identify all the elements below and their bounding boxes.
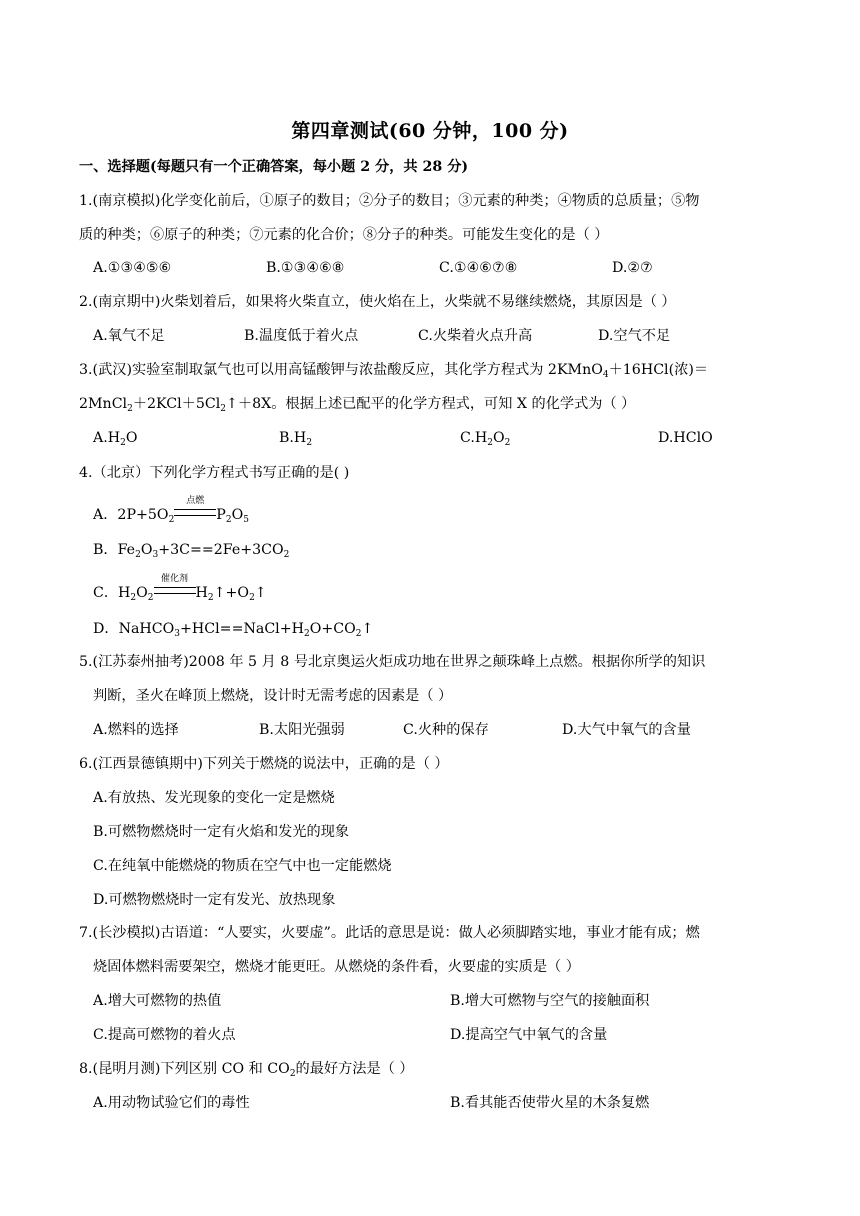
question-5-option-b: B.太阳光强弱 bbox=[259, 722, 345, 738]
question-8-text-a: 8.(昆明月测)下列区别 CO 和 CO bbox=[79, 1061, 290, 1077]
question-6-option-b: B.可燃物燃烧时一定有火焰和发光的现象 bbox=[93, 824, 350, 840]
question-5-line-2: 判断，圣火在峰顶上燃烧，设计时无需考虑的因素是（ ） bbox=[93, 688, 453, 704]
formula-part: +3C==2Fe+3CO bbox=[158, 542, 284, 558]
subscript: 5 bbox=[243, 515, 249, 525]
question-8-option-b: B.看其能否使带火星的木条复燃 bbox=[450, 1095, 650, 1111]
option-tail: O bbox=[125, 430, 138, 446]
question-6-option-a: A.有放热、发光现象的变化一定是燃烧 bbox=[93, 790, 335, 806]
option-label: A.H bbox=[93, 430, 121, 446]
subscript: 2 bbox=[130, 593, 137, 603]
question-4-option-b bbox=[93, 540, 289, 560]
question-6-line-1: 6.(江西景德镇期中)下列关于燃烧的说法中，正确的是（ ） bbox=[79, 756, 449, 772]
formula-part: ↑ bbox=[254, 585, 267, 601]
option-label: B.H bbox=[279, 430, 307, 446]
condition-text: 催化剂 bbox=[161, 574, 189, 584]
reaction-condition bbox=[154, 574, 196, 603]
question-4-option-d bbox=[93, 619, 373, 639]
option-label: C.H bbox=[460, 430, 488, 446]
subscript: 2 bbox=[487, 438, 493, 448]
page-title: 第四章测试(60 分钟，100 分) bbox=[291, 120, 569, 142]
option-label: C．H bbox=[93, 585, 131, 601]
subscript: 2 bbox=[135, 550, 141, 560]
question-7-line-1: 7.(长沙模拟)古语道：“人要实，火要虚”。此话的意思是说：做人必须脚踏实地，事业才能有成；燃 bbox=[79, 925, 700, 941]
reaction-condition bbox=[174, 496, 216, 525]
subscript: 2 bbox=[249, 593, 255, 603]
option-label: A．2P+5O bbox=[93, 507, 169, 523]
subscript: 2 bbox=[289, 1069, 296, 1079]
question-3-text-b: ＋16HCl(浓)＝ bbox=[608, 362, 709, 378]
question-2-option-c: C.火柴着火点升高 bbox=[418, 328, 533, 344]
question-6-option-d: D.可燃物燃烧时一定有发光、放热现象 bbox=[93, 892, 336, 908]
subscript: 2 bbox=[225, 515, 232, 525]
question-8-line-1 bbox=[79, 1059, 414, 1079]
option-label: B．Fe bbox=[93, 542, 136, 558]
subscript: 2 bbox=[504, 438, 511, 448]
question-8-option-a: A.用动物试验它们的毒性 bbox=[93, 1095, 250, 1111]
question-4-line-1: 4.（北京）下列化学方程式书写正确的是( ) bbox=[79, 465, 350, 481]
condition-text: 点燃 bbox=[186, 496, 205, 506]
question-1-line-1: 1.(南京模拟)化学变化前后，①原子的数目；②分子的数目；③元素的种类；④物质的总质量；⑤物 bbox=[79, 193, 700, 209]
question-3-option-d: D.HClO bbox=[658, 430, 713, 446]
question-2-option-a: A.氧气不足 bbox=[93, 328, 165, 344]
question-5-option-a: A.燃料的选择 bbox=[93, 722, 179, 738]
question-3-option-b bbox=[279, 428, 312, 448]
formula-part: H bbox=[195, 585, 208, 601]
question-7-option-b: B.增大可燃物与空气的接触面积 bbox=[450, 993, 650, 1009]
subscript: 2 bbox=[120, 438, 126, 448]
subscript: 2 bbox=[207, 593, 214, 603]
question-7-line-2: 烧固体燃料需要架空，燃烧才能更旺。从燃烧的条件看，火要虚的实质是（ ） bbox=[93, 959, 580, 975]
question-1-option-d: D.②⑦ bbox=[612, 260, 653, 276]
question-5-option-d: D.大气中氧气的含量 bbox=[562, 722, 691, 738]
formula-part: P bbox=[216, 507, 226, 523]
subscript: 4 bbox=[602, 370, 609, 380]
question-3-line-1 bbox=[79, 360, 708, 380]
formula-part: +HCl==NaCl+H bbox=[180, 621, 304, 637]
question-3-text-d: ＋2KCl＋5Cl bbox=[132, 396, 221, 412]
question-6-option-c: C.在纯氧中能燃烧的物质在空气中也一定能燃烧 bbox=[93, 858, 392, 874]
formula-part: O bbox=[231, 507, 244, 523]
question-1-line-2: 质的种类；⑥原子的种类；⑦元素的化合价；⑧分子的种类。可能发生变化的是（ ） bbox=[79, 227, 609, 243]
question-1-option-a: A.①③④⑤⑥ bbox=[93, 260, 172, 276]
question-3-text-a: 3.(武汉)实验室制取氯气也可以用高锰酸钾与浓盐酸反应，其化学方程式为 2KMnO bbox=[79, 362, 603, 378]
question-5-line-1: 5.(江苏泰州抽考)2008 年 5 月 8 号北京奥运火炬成功地在世界之颠珠峰上点燃。根据你所学的知识 bbox=[79, 654, 706, 670]
subscript: 2 bbox=[304, 629, 310, 639]
question-8-text-b: 的最好方法是（ ） bbox=[295, 1061, 414, 1077]
question-4-option-c bbox=[93, 574, 267, 603]
question-3-text-e: ↑＋8X。根据上述已配平的化学方程式，可知 X 的化学式为（ ） bbox=[226, 396, 636, 412]
question-7-option-c: C.提高可燃物的着火点 bbox=[93, 1027, 236, 1043]
formula-part: O bbox=[136, 585, 148, 601]
subscript: 2 bbox=[127, 404, 133, 414]
question-4-option-a bbox=[93, 496, 249, 525]
question-3-option-a bbox=[93, 428, 138, 448]
subscript: 2 bbox=[220, 404, 226, 414]
question-1-option-c: C.①④⑥⑦⑧ bbox=[439, 260, 518, 276]
subscript: 2 bbox=[355, 629, 362, 639]
question-5-option-c: C.火种的保存 bbox=[403, 722, 489, 738]
option-tail: O bbox=[492, 430, 505, 446]
subscript: 2 bbox=[306, 438, 313, 448]
subscript: 3 bbox=[174, 629, 181, 639]
formula-part: O bbox=[140, 542, 153, 558]
question-3-line-2 bbox=[79, 394, 635, 414]
subscript: 2 bbox=[147, 593, 154, 603]
question-2-line-1: 2.(南京期中)火柴划着后，如果将火柴直立，使火焰在上，火柴就不易继续燃烧，其原因是（ ） bbox=[79, 294, 676, 310]
subscript: 3 bbox=[152, 550, 159, 560]
question-2-option-b: B.温度低于着火点 bbox=[244, 328, 359, 344]
question-7-option-a: A.增大可燃物的热值 bbox=[93, 993, 222, 1009]
formula-part: O+CO bbox=[309, 621, 356, 637]
question-3-option-c bbox=[460, 428, 510, 448]
question-2-option-d: D.空气不足 bbox=[598, 328, 671, 344]
section-heading: 一、选择题(每题只有一个正确答案，每小题 2 分，共 28 分) bbox=[79, 159, 469, 175]
question-3-text-c: 2MnCl bbox=[79, 396, 128, 412]
question-7-option-d: D.提高空气中氧气的含量 bbox=[450, 1027, 608, 1043]
question-1-option-b: B.①③④⑥⑧ bbox=[266, 260, 345, 276]
formula-part: ↑ bbox=[361, 621, 374, 637]
subscript: 2 bbox=[168, 515, 175, 525]
subscript: 2 bbox=[283, 550, 290, 560]
formula-part: ↑+O bbox=[213, 585, 250, 601]
option-label: D．NaHCO bbox=[93, 621, 175, 637]
